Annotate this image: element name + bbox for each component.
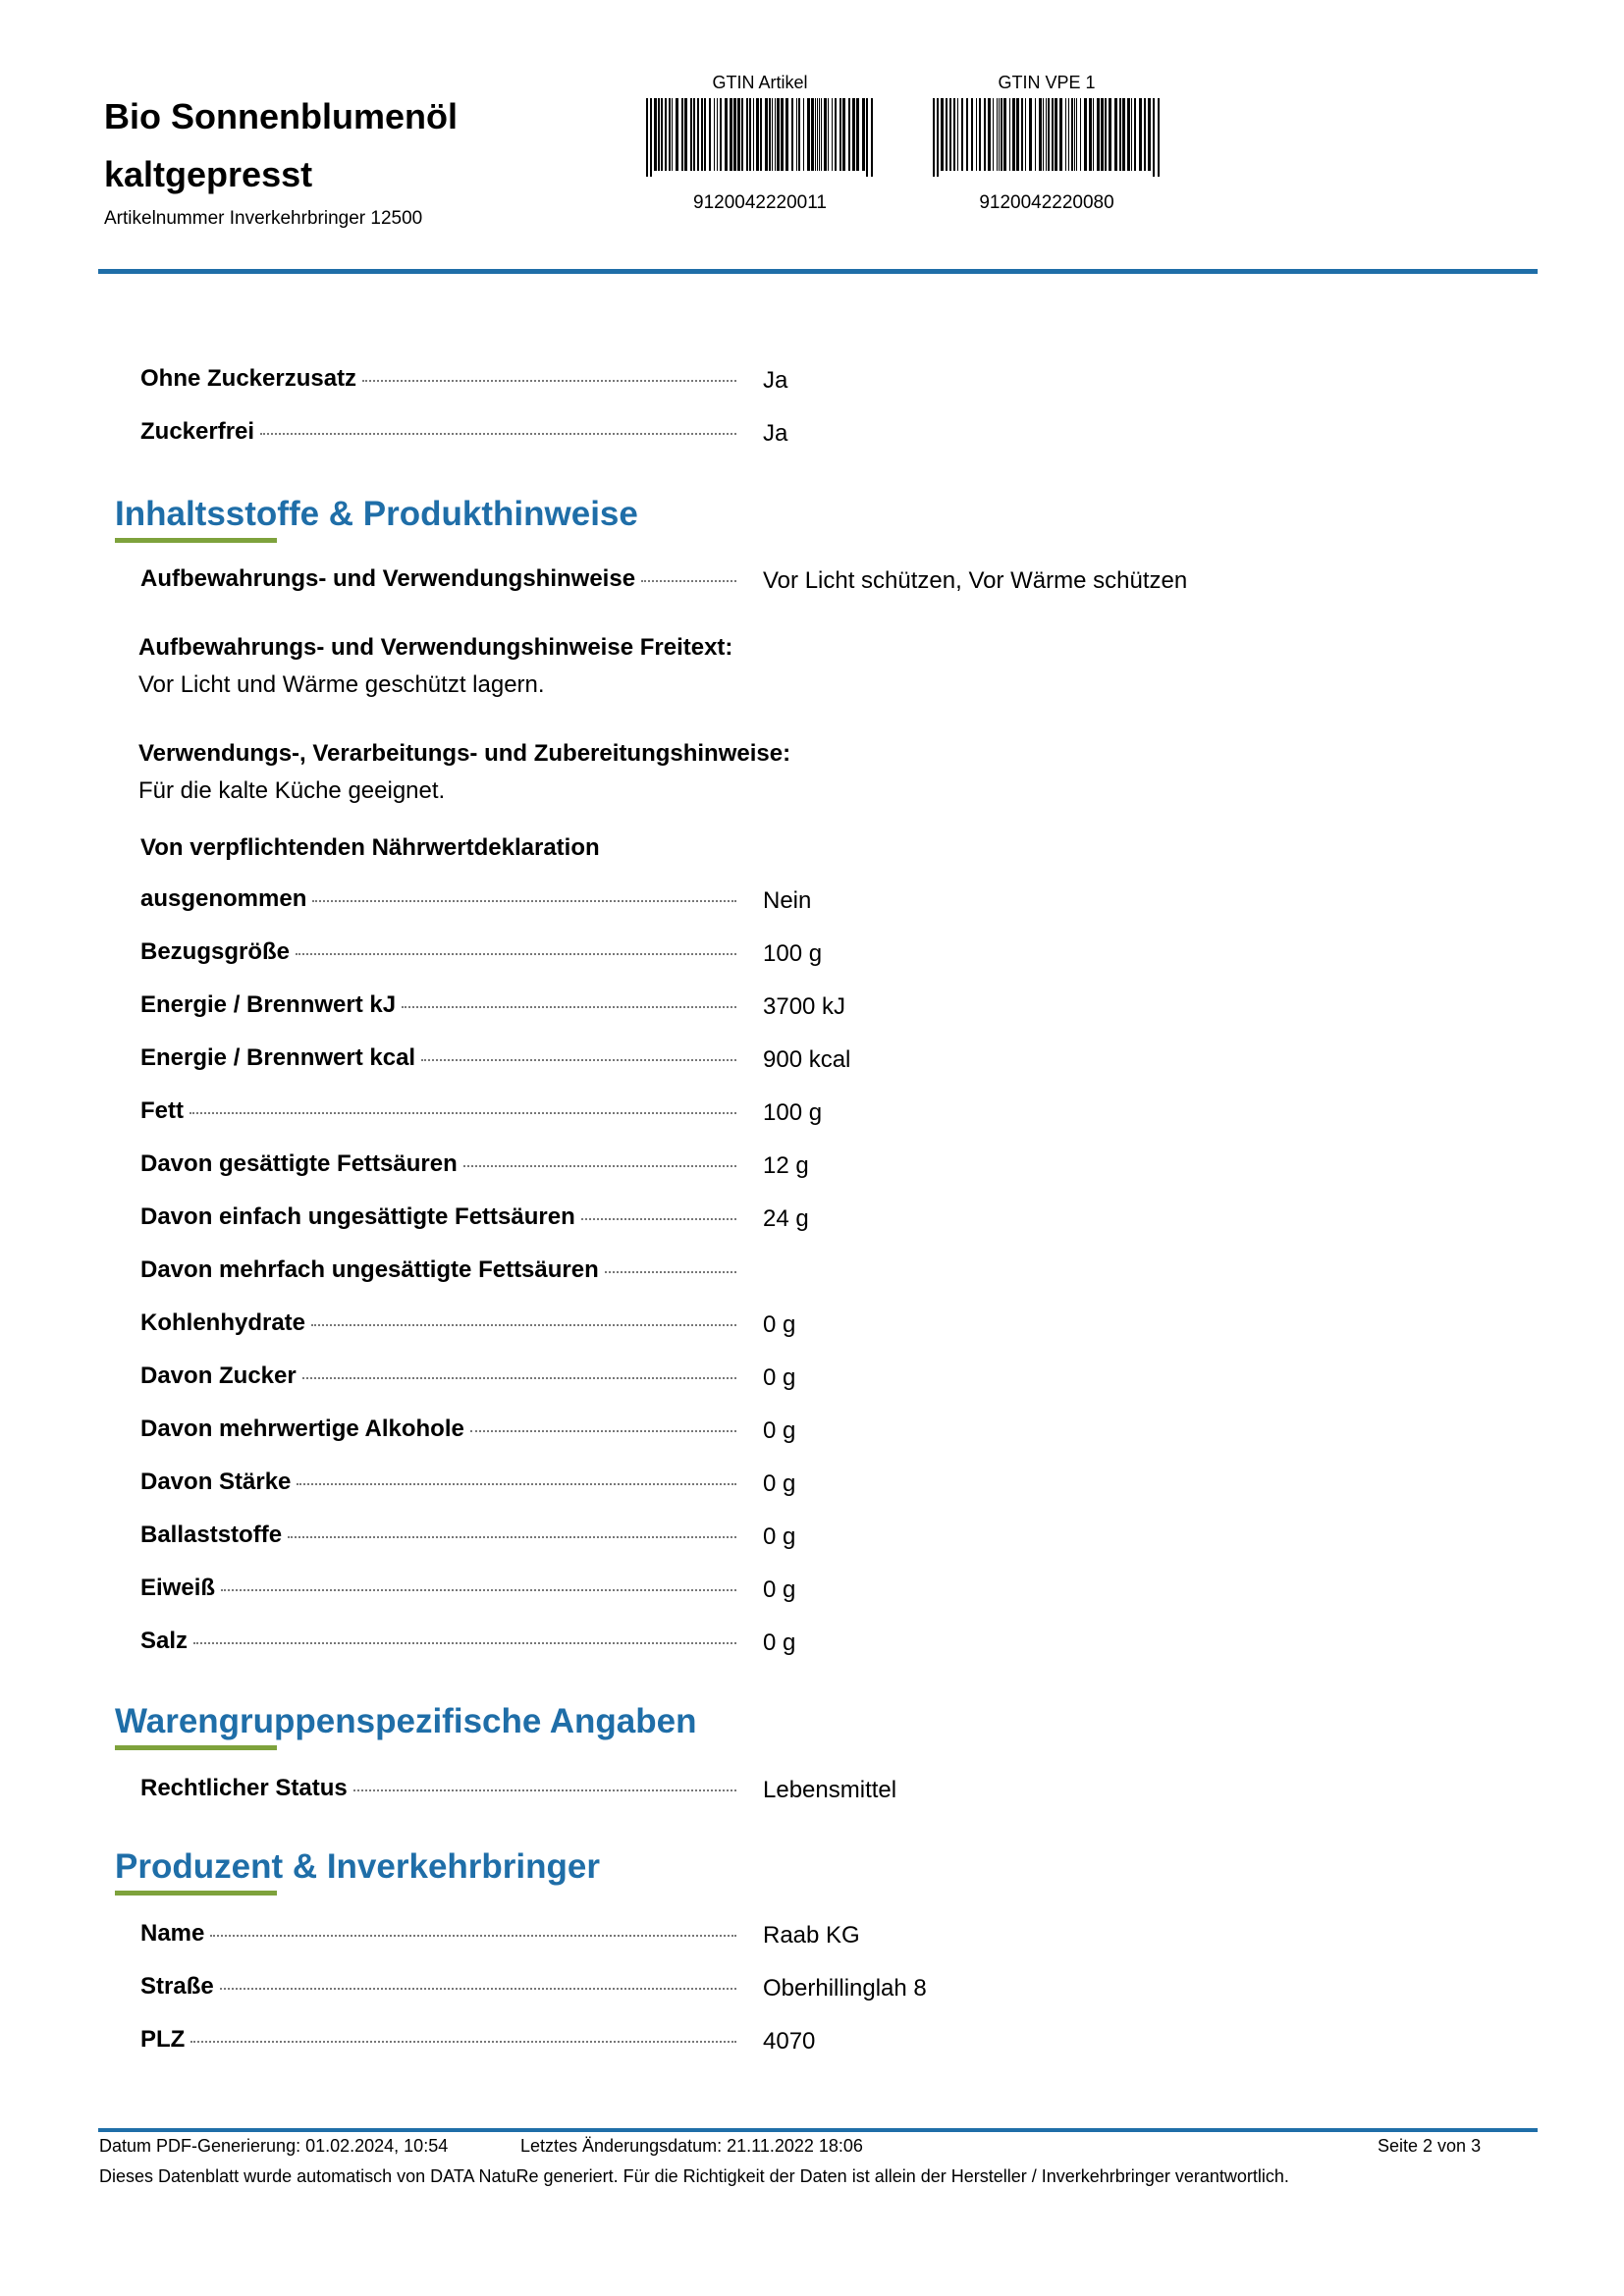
barcode-bar <box>672 98 673 171</box>
row-label: Energie / Brennwert kcal <box>140 1044 416 1071</box>
barcode-bar <box>1003 98 1006 171</box>
barcode-bar <box>1065 98 1066 171</box>
barcode-bar <box>665 98 667 171</box>
barcode-bar <box>798 98 800 171</box>
row-value: Ja <box>763 367 788 394</box>
row-nutrition <box>140 1150 1515 1186</box>
footer-divider <box>98 2128 1538 2132</box>
barcode-bar <box>856 98 859 171</box>
barcode-bar <box>957 98 958 171</box>
barcode-bar <box>785 98 788 171</box>
row-storage-hints <box>140 565 1515 601</box>
barcode-bar <box>1035 98 1036 171</box>
barcode-bar <box>760 98 762 171</box>
row-nutrition <box>140 1362 1515 1398</box>
barcode-bar <box>979 98 981 171</box>
barcode-bar <box>1039 98 1042 171</box>
row-value: Ja <box>763 420 788 447</box>
barcode-bar <box>1046 98 1047 171</box>
row-value: 4070 <box>763 2028 816 2055</box>
barcode-bar <box>941 98 944 171</box>
row-nutrition <box>140 1468 1515 1504</box>
row-value: Vor Licht schützen, Vor Wärme schützen <box>763 567 1188 594</box>
barcode-bar <box>1101 98 1104 171</box>
row-label: Zuckerfrei <box>140 418 255 445</box>
barcode-bar <box>824 98 827 171</box>
barcode-bar <box>807 98 810 171</box>
row-label: Davon Zucker <box>140 1362 297 1389</box>
section-heading: Inhaltsstoffe & Produkthinweise <box>115 495 638 533</box>
barcode-bar <box>1009 98 1010 171</box>
row-label: Rechtlicher Status <box>140 1775 348 1801</box>
barcode-bar <box>848 98 850 171</box>
row-value: 100 g <box>763 940 823 967</box>
barcode-bar <box>791 98 793 171</box>
barcode-bar <box>717 98 718 171</box>
barcode-bar <box>1114 98 1117 171</box>
barcode-bar <box>1001 98 1002 171</box>
barcode-bar <box>775 98 776 171</box>
barcode-bar <box>1122 98 1125 171</box>
section-heading: Produzent & Inverkehrbringer <box>115 1847 600 1886</box>
row-value: Nein <box>763 887 812 914</box>
row-label: Ohne Zuckerzusatz <box>140 365 357 392</box>
barcode-bar <box>866 98 868 177</box>
barcode-bar <box>1134 98 1136 171</box>
row-value: 900 kcal <box>763 1046 851 1073</box>
row-value: 0 g <box>763 1470 796 1497</box>
barcode-bar <box>1153 98 1155 177</box>
row-value: 0 g <box>763 1629 796 1656</box>
row-nutrition <box>140 1628 1515 1663</box>
barcode-bar <box>984 98 986 171</box>
barcode-bar <box>997 98 998 171</box>
row-value: 0 g <box>763 1523 796 1550</box>
barcode-label: GTIN Artikel <box>712 73 808 92</box>
row-legal-status <box>140 1775 1515 1810</box>
row-label: Kohlenhydrate <box>140 1309 306 1336</box>
barcode-bar <box>842 98 845 171</box>
row-nutrition <box>140 1309 1515 1345</box>
row-value: 0 g <box>763 1576 796 1603</box>
barcode-bar <box>953 98 955 171</box>
barcode-bar <box>1139 98 1142 171</box>
barcode-bar <box>1059 98 1062 171</box>
storage-freetext <box>138 634 732 699</box>
barcode-bar <box>737 98 740 171</box>
barcode-bar <box>1012 98 1015 171</box>
row-label: Energie / Brennwert kJ <box>140 991 397 1018</box>
barcode-bar <box>835 98 837 171</box>
footer-page-number: Seite 2 von 3 <box>1378 2136 1482 2156</box>
barcode-bar <box>839 98 841 171</box>
row-label: Davon einfach ungesättigte Fettsäuren <box>140 1203 575 1230</box>
barcode-icon <box>931 98 1163 177</box>
barcode-bar <box>693 98 695 171</box>
barcode-bar <box>1025 98 1026 171</box>
barcode-bar <box>741 98 743 171</box>
row-label: Aufbewahrungs- und Verwendungshinweise <box>140 565 636 592</box>
row-label: Fett <box>140 1097 184 1124</box>
section-underline <box>115 1891 277 1896</box>
barcode-bar <box>971 98 973 171</box>
row-value: 100 g <box>763 1099 823 1126</box>
barcode-label: GTIN VPE 1 <box>998 73 1096 92</box>
footer-changed-date: Letztes Änderungsdatum: 21.11.2022 18:06 <box>520 2136 863 2156</box>
barcode-bar <box>961 98 963 171</box>
barcode-bar <box>1148 98 1151 171</box>
row-label: Eiweiß <box>140 1575 216 1601</box>
row-nutrition <box>140 1415 1515 1451</box>
row-label: Davon mehrwertige Alkohole <box>140 1415 464 1442</box>
barcode-bar <box>1021 98 1023 171</box>
barcode-bar <box>946 98 947 171</box>
barcode-gtin-vpe <box>929 73 1164 214</box>
barcode-bar <box>815 98 816 171</box>
barcode-bar <box>1131 98 1132 171</box>
article-number: Artikelnummer Inverkehrbringer 12500 <box>104 208 423 229</box>
barcode-bar <box>821 98 822 171</box>
barcode-bar <box>676 98 678 171</box>
barcode-gtin-artikel <box>642 73 878 214</box>
barcode-bar <box>1029 98 1032 171</box>
barcode-bar <box>819 98 820 171</box>
barcode-bar <box>772 98 773 171</box>
row-value: 0 g <box>763 1417 796 1444</box>
row-value: Oberhillinglah 8 <box>763 1975 927 2002</box>
row-value: Raab KG <box>763 1922 860 1949</box>
barcode-bar <box>1074 98 1075 171</box>
barcode-bar <box>933 98 935 177</box>
row-producer-plz <box>140 2026 1515 2061</box>
row-label: Davon Stärke <box>140 1468 292 1495</box>
freetext-label: Aufbewahrungs- und Verwendungshinweise Freitext: <box>138 634 733 661</box>
barcode-bar <box>658 98 660 171</box>
barcode-bar <box>796 98 797 171</box>
barcode-bar <box>1097 98 1100 171</box>
barcode-bar <box>999 98 1000 171</box>
barcode-bar <box>684 98 687 171</box>
row-label: Straße <box>140 1973 214 2000</box>
barcode-bar <box>1043 98 1044 171</box>
barcode-bar <box>650 98 652 177</box>
product-title-line-1: Bio Sonnenblumenöl <box>104 96 458 136</box>
row-value: 0 g <box>763 1364 796 1391</box>
barcode-bar <box>681 98 683 171</box>
row-value: 12 g <box>763 1152 809 1179</box>
barcode-bar <box>781 98 784 171</box>
barcode-bar <box>709 98 711 171</box>
barcode-bar <box>828 98 829 171</box>
freetext-label: Verwendungs-, Verarbeitungs- und Zubereitungshinweise: <box>138 740 791 767</box>
barcode-bar <box>852 98 855 171</box>
row-label: ausgenommen <box>140 885 307 912</box>
barcode-bar <box>669 98 671 171</box>
barcode-bar <box>937 98 939 177</box>
section-underline <box>115 1745 277 1750</box>
section-underline <box>115 538 277 543</box>
row-value: 24 g <box>763 1205 809 1232</box>
product-title-line-2: kaltgepresst <box>104 154 313 194</box>
row-label: Salz <box>140 1628 189 1654</box>
barcode-bar <box>756 98 759 171</box>
row-value: 3700 kJ <box>763 993 846 1020</box>
barcode-bar <box>1158 98 1160 177</box>
row-nutrition <box>140 1522 1515 1557</box>
barcode-bar <box>769 98 771 171</box>
barcode-bar <box>749 98 751 171</box>
barcode-bar <box>1055 98 1057 171</box>
barcode-bar <box>714 98 715 171</box>
footer-disclaimer: Dieses Datenblatt wurde automatisch von DATA NatuRe generiert. Für die Richtigkeit der Daten ist allein der Hersteller / Inverkehrbringer verantwortlich. <box>99 2166 1289 2186</box>
barcode-bar <box>746 98 748 171</box>
barcode-bar <box>976 98 977 171</box>
barcode-bar <box>1093 98 1094 171</box>
usage-freetext <box>138 740 790 805</box>
barcode-icon <box>644 98 876 177</box>
row-nutrition <box>140 991 1515 1027</box>
barcode-bar <box>725 98 728 171</box>
barcode-bar <box>753 98 754 171</box>
row-producer-street <box>140 1973 1515 2008</box>
barcode-bar <box>988 98 991 171</box>
barcode-bar <box>730 98 732 171</box>
section-product-group <box>115 1702 697 1750</box>
barcode-bar <box>690 98 692 171</box>
barcode-bar <box>862 98 865 171</box>
footer-generated-date: Datum PDF-Generierung: 01.02.2024, 10:54 <box>99 2136 449 2156</box>
barcode-bar <box>646 98 648 177</box>
barcode-bar <box>811 98 814 171</box>
barcode-bar <box>1068 98 1069 171</box>
row-ohne-zuckerzusatz <box>140 365 1515 400</box>
barcode-bar <box>832 98 833 171</box>
section-ingredients <box>115 495 638 543</box>
barcode-bar <box>1109 98 1111 171</box>
row-producer-name <box>140 1920 1515 1955</box>
row-nutrition <box>140 885 1515 921</box>
barcode-number: 9120042220080 <box>979 192 1114 213</box>
barcode-bar <box>871 98 873 177</box>
barcode-bar <box>1089 98 1092 171</box>
row-label: Davon gesättigte Fettsäuren <box>140 1150 458 1177</box>
barcode-bar <box>661 98 663 171</box>
row-label: Ballaststoffe <box>140 1522 283 1548</box>
barcode-bar <box>1052 98 1054 171</box>
section-producer <box>115 1847 600 1896</box>
row-label: Davon mehrfach ungesättigte Fettsäuren <box>140 1256 599 1283</box>
barcode-bar <box>949 98 951 171</box>
freetext-value: Für die kalte Küche geeignet. <box>138 777 446 804</box>
barcode-bar <box>1016 98 1019 171</box>
row-label: Bezugsgröße <box>140 938 291 965</box>
barcode-bar <box>817 98 818 171</box>
barcode-bar <box>1084 98 1087 171</box>
row-nutrition <box>140 1097 1515 1133</box>
section-heading: Warengruppenspezifische Angaben <box>115 1702 697 1740</box>
barcode-bar <box>1048 98 1050 171</box>
barcode-bar <box>803 98 804 171</box>
barcode-bar <box>1071 98 1073 171</box>
barcode-bar <box>704 98 706 171</box>
nutrition-exempt-label: Von verpflichtenden Nährwertdeklaration <box>140 834 600 861</box>
barcode-bar <box>777 98 780 171</box>
freetext-value: Vor Licht und Wärme geschützt lagern. <box>138 671 545 698</box>
row-value: Lebensmittel <box>763 1777 897 1803</box>
row-label: Name <box>140 1920 205 1947</box>
barcode-bar <box>1119 98 1121 171</box>
row-zuckerfrei <box>140 418 1515 454</box>
barcode-bar <box>1080 98 1081 171</box>
barcode-bar <box>1105 98 1107 171</box>
row-nutrition <box>140 1575 1515 1610</box>
row-value: 0 g <box>763 1311 796 1338</box>
barcode-bar <box>993 98 994 171</box>
barcode-bar <box>697 98 699 171</box>
barcode-bar <box>966 98 968 171</box>
barcode-bar <box>1127 98 1130 171</box>
barcode-bar <box>654 98 657 171</box>
barcode-bar <box>1144 98 1146 171</box>
barcode-bar <box>1076 98 1077 171</box>
barcode-bar <box>720 98 722 171</box>
row-nutrition <box>140 1044 1515 1080</box>
header-divider <box>98 269 1538 274</box>
barcode-number: 9120042220011 <box>693 192 827 213</box>
barcode-bar <box>765 98 768 171</box>
row-nutrition <box>140 938 1515 974</box>
barcode-bar <box>701 98 703 171</box>
row-nutrition <box>140 1256 1515 1292</box>
row-label: PLZ <box>140 2026 186 2053</box>
row-nutrition <box>140 1203 1515 1239</box>
barcode-bar <box>733 98 736 171</box>
